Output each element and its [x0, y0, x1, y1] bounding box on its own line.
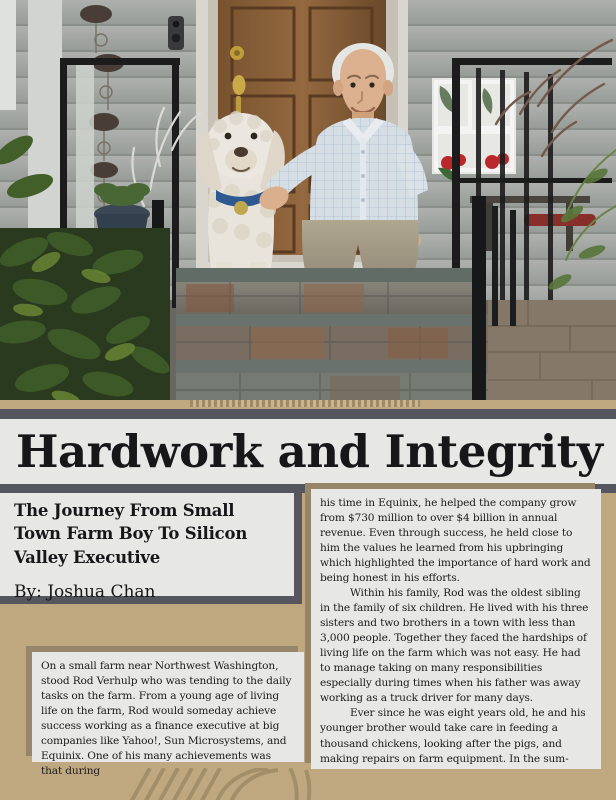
headline-panel	[0, 419, 616, 484]
right-text-column	[311, 489, 601, 769]
subhead-panel	[0, 493, 302, 604]
page-title: Hardwork and Integrity	[16, 425, 603, 478]
article-subheadline: The Journey From Small Town Farm Boy To Silicon Valley Executive	[14, 501, 248, 567]
body-paragraph: his time in Equinix, he helped the company grow from $730 million to over $4 billion in annual revenue. Even through success, he held close to him the values he learned from his upbringing which highlighted the importance of hard work and being honest in his efforts.	[320, 497, 591, 585]
body-paragraph: On a small farm near Northwest Washington, stood Rod Verhulp who was tending to the daily tasks on the farm. From a young age of living life on the farm, Rod would someday achieve success working as a finance executive at big companies like Yahoo!, Sun Microsystems, and Equinix. One of his many achievements was that during	[41, 660, 292, 778]
left-text-column	[32, 652, 304, 778]
body-paragraph: Ever since he was eight years old, he and his younger brother would take care in feeding a thousand chickens, looking after the pigs, and making repairs on farm equipment. In the sum-	[320, 707, 586, 765]
divider-above-headline	[0, 409, 616, 419]
photo-strip-texture	[190, 400, 420, 407]
background-watermark	[120, 768, 380, 800]
body-paragraph: Within his family, Rod was the oldest sibling in the family of six children. He lived with his three sisters and two brothers in a town with less than 3,000 people. Together they faced the hardships of living life on the farm which was not easy. He had to manage taking on many responsibilities especially during times when his father was away working as a truck driver for many days.	[320, 587, 589, 705]
article-byline: By: Joshua Chan	[14, 582, 156, 603]
